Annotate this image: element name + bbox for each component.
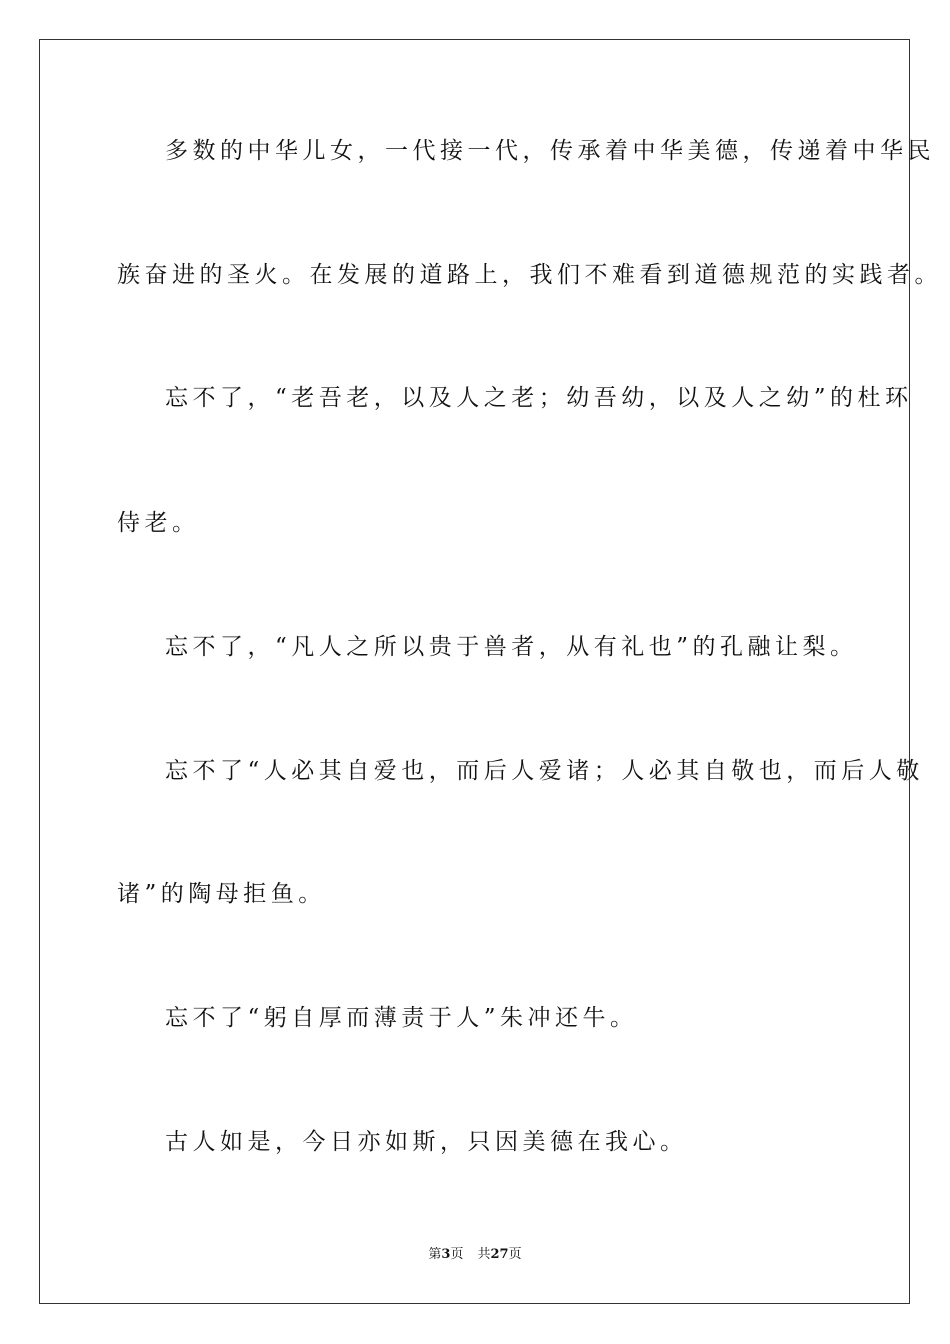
page-suffix: 页 <box>450 1247 464 1262</box>
paragraph-line-2: 族奋进的圣火。在发展的道路上，我们不难看到道德规范的实践者。 <box>117 262 942 288</box>
paragraph-line-1: 多数的中华儿女，一代接一代，传承着中华美德，传递着中华民 <box>165 138 935 164</box>
paragraph-line-6: 忘不了“人必其自爱也，而后人爱诸；人必其自敬也，而后人敬 <box>165 758 924 784</box>
paragraph-line-3: 忘不了，“老吾老，以及人之老；幼吾幼，以及人之幼”的杜环 <box>165 385 913 411</box>
paragraph-line-8: 忘不了“躬自厚而薄责于人”朱冲还牛。 <box>165 1005 638 1031</box>
paragraph-line-5: 忘不了，“凡人之所以贵于兽者，从有礼也”的孔融让梨。 <box>165 634 858 660</box>
total-suffix: 页 <box>508 1247 522 1262</box>
paragraph-line-4: 侍老。 <box>117 510 200 536</box>
paragraph-line-7: 诸”的陶母拒鱼。 <box>117 881 326 907</box>
page-footer <box>0 1246 950 1264</box>
paragraph-line-9: 古人如是，今日亦如斯，只因美德在我心。 <box>165 1129 688 1155</box>
total-prefix: 共 <box>477 1247 491 1262</box>
page-number: 3 <box>441 1247 451 1262</box>
page-border <box>39 39 942 1304</box>
total-pages: 27 <box>490 1247 509 1262</box>
page-prefix: 第 <box>428 1247 442 1262</box>
